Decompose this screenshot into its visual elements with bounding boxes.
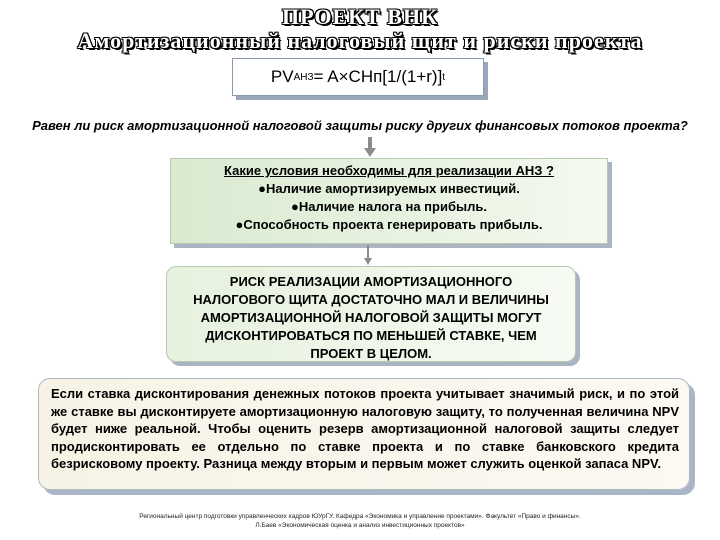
condition-item: ●Наличие налога на прибыль. [291, 199, 487, 214]
npv-note-box [38, 378, 690, 490]
conditions-box [170, 158, 608, 244]
formula-exponent: t [442, 71, 446, 83]
footer-course: Л.Баев «Экономическая оценка и анализ инвестиционных проектов» [255, 522, 465, 529]
risk-conclusion-box [166, 266, 576, 362]
slide-title-line1: ПРОЕКТ ВНК [281, 4, 439, 29]
risk-line: ДИСКОНТИРОВАТЬСЯ ПО МЕНЬШЕЙ СТАВКЕ, ЧЕМ [205, 328, 537, 343]
risk-line: ПРОЕКТ В ЦЕЛОМ. [310, 346, 432, 361]
formula-chn: CHп[1/(1+r)] [348, 67, 443, 86]
condition-item: ●Способность проекта генерировать прибыль. [235, 217, 543, 232]
condition-item: ●Наличие амортизируемых инвестиций. [258, 181, 520, 196]
risk-line: НАЛОГОВОГО ЩИТА ДОСТАТОЧНО МАЛ И ВЕЛИЧИНЫ [193, 292, 549, 307]
down-arrow-icon [362, 245, 374, 265]
risk-line: АМОРТИЗАЦИОННОЙ НАЛОГОВОЙ ЗАЩИТЫ МОГУТ [200, 310, 542, 325]
down-arrow-icon [364, 137, 376, 157]
footer-institution: Региональный центр подготовки управленческих кадров ЮУрГУ. Кафедра «Экономика и управление проектами». Факультет «Право и финансы». [139, 513, 581, 520]
formula-box [232, 58, 484, 96]
npv-note-text: Если ставка дисконтирования денежных потоков проекта учитывает значимый риск, и по этой же ставке вы дисконтируете амортизационную налоговую защиту, то полученная величина NPV будет ниже реальной. Чтобы оценить резерв амортизационной налоговой защиты следует продисконтировать ее отдельно по ставке проекта и по ставке банковского кредита безрисковому проекту. Разница между вторым и первым может служить оценкой запаса NPV. [51, 386, 679, 472]
formula-times-sign: × [338, 67, 349, 86]
formula-pv-subscript: АНЗ [293, 71, 314, 83]
conditions-heading: Какие условия необходимы для реализации АНЗ ? [224, 163, 554, 178]
formula-equals-a: = A [313, 67, 339, 86]
risk-line: РИСК РЕАЛИЗАЦИИ АМОРТИЗАЦИОННОГО [229, 274, 513, 289]
question-text: Равен ли риск амортизационной налоговой защиты риску других финансовых потоков проекта? [32, 118, 688, 133]
formula-pv: PV [270, 67, 294, 86]
slide-title-line2: Амортизационный налоговый щит и риски проекта [77, 28, 643, 53]
